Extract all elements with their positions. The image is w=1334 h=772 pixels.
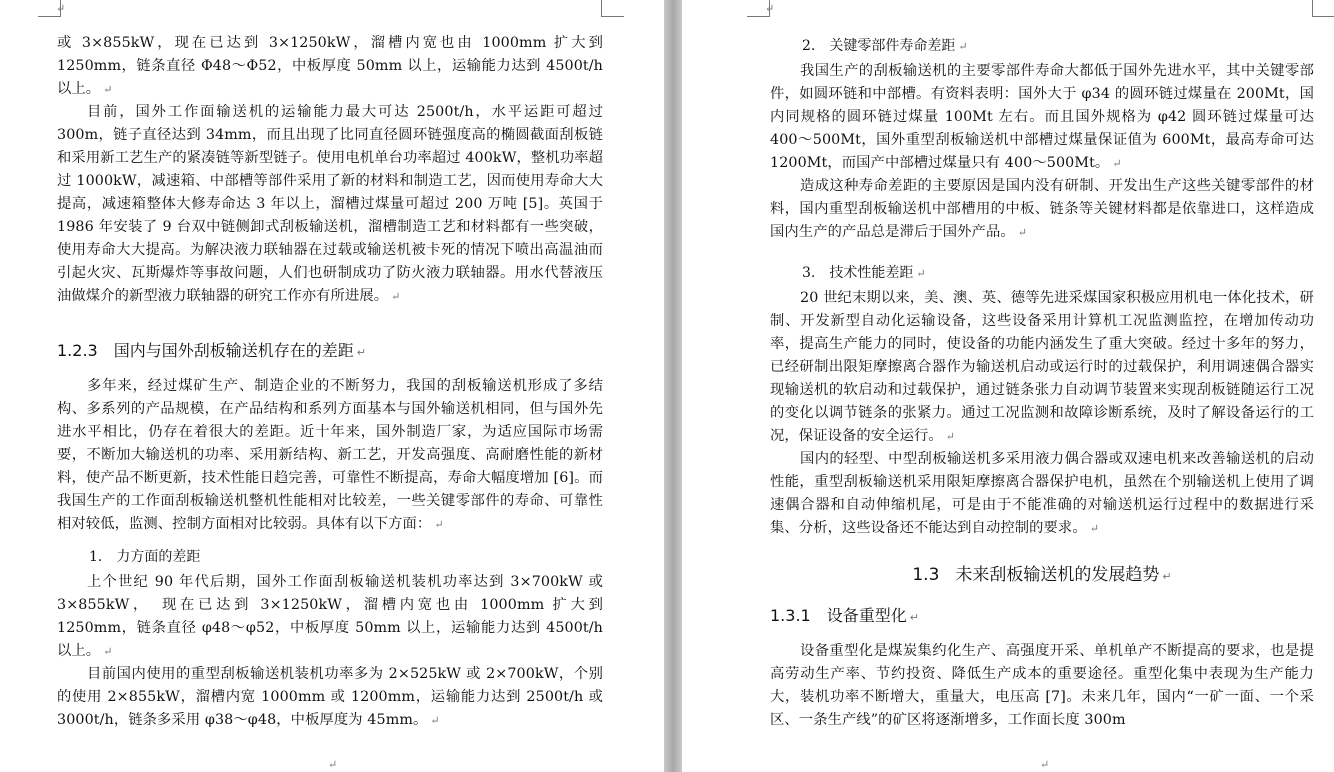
paragraph-mark: ↵: [328, 758, 338, 771]
section-heading-1-3[interactable]: 1.3 未来刮板输送机的发展趋势 ↵: [912, 565, 1172, 585]
section-heading-1-2-3[interactable]: 1.2.3 国内与国外刮板输送机存在的差距 ↵: [57, 341, 366, 360]
paragraph[interactable]: 设备重型化是煤炭集约化生产、高强度开采、单机单产不断提高的要求，也是提高劳动生产率、节约投资、降低生产成本的重要途径。重型化集中表现为生产能力大，装机功率不断增大，重量大，电压高 [7]。未来几年，国内“一矿一面、一个采区、一条生产线”的矿区将逐渐增多，工作面长度 300m: [770, 643, 1314, 728]
paragraph-mark: ↵: [1040, 758, 1050, 771]
paragraph[interactable]: 目前，国外工作面输送机的运输能力最大可达 2500t/h，水平运距可超过 300m，链子直径达到 34mm，而且出现了比同直径圆环链强度高的椭圆截面刮板链和采用新工艺生产的紧凑链等新型链子。使用电机单台功率超过 400kW，整机功率超过 1000kW，减速箱、中部槽等部件采用了新的材料和制造工艺，因而使用寿命大大提高，减速箱整体大修寿命达 3 年以上，溜槽过煤量可超过 200 万吨 [5]。英国于 1986 年安装了 9 台双中链侧卸式刮板输送机，溜槽制造工艺和材料都有一些突破，使用寿命大大提高。为解决液力联轴器在过载或输送机被卡死的情况下喷出高温油而引起火灾、瓦斯爆炸等事故问题，人们也研制成功了防火液力联轴器。用水代替液压油做煤介的新型液力联轴器的研究工作亦有所进展。 ↵: [57, 104, 603, 304]
crop-mark-top-right-right-page: [1312, 0, 1334, 17]
paragraph[interactable]: 多年来，经过煤矿生产、制造企业的不断努力，我国的刮板输送机形成了多结构、多系列的产品规模，在产品结构和系列方面基本与国外输送机相同，但与国外先进水平相比，仍存在着很大的差距。近十年来，国外制造厂家，为适应国际市场需要，不断加大输送机的功率、采用新结构、新工艺，开发高强度、高耐磨性能的新材料，使产品不断更新，技术性能日趋完善，可靠性不断提高，寿命大幅度增加 [6]。而我国生产的工作面刮板输送机整机性能相对比较差，一些关键零部件的寿命、可靠性相对较低，监测、控制方面相对比较弱。具体有以下方面： ↵: [57, 378, 603, 532]
subsection-heading[interactable]: 2. 关键零部件寿命差距 ↵: [802, 38, 968, 54]
paragraph-mark: ↵: [56, 2, 66, 15]
paragraph[interactable]: 或 3×855kW，现在已达到 3×1250kW，溜槽内宽也由 1000mm 扩大到 1250mm，链条直径 Φ48～Φ52，中板厚度 50mm 以上，运输能力达到 4500t/h 以上。 ↵: [57, 35, 603, 97]
subsection-heading[interactable]: 1. 力方面的差距: [89, 549, 201, 565]
crop-mark-top-right: [601, 0, 624, 17]
page-gutter: [664, 0, 682, 772]
paragraph-mark: ↵: [765, 2, 775, 15]
section-heading-1-3-1[interactable]: 1.3.1 设备重型化 ↵: [770, 606, 919, 625]
paragraph[interactable]: 国内的轻型、中型刮板输送机多采用液力偶合器或双速电机来改善输送机的启动性能，重型刮板输送机采用限矩摩擦离合器保护电机，虽然在个别输送机上使用了调速偶合器和自动伸缩机尾，可是由于不能准确的对输送机运行过程中的数据进行采集、分析，这些设备还不能达到自动控制的要求。 ↵: [770, 451, 1314, 536]
right-page-content: [770, 32, 1314, 732]
paragraph[interactable]: 20 世纪末期以来，美、澳、英、德等先进采煤国家积极应用机电一体化技术，研制、开发新型自动化运输设备，这些设备采用计算机工况监测监控，在增加传动功率，提高生产能力的同时，使设备的功能内涵发生了重大突破。经过十多年的努力，已经研制出限矩摩擦离合器作为输送机启动或运行时的过载保护，利用调速偶合器实现输送机的软启动和过载保护，通过链条张力自动调节装置来实现刮板链随运行工况的变化以调节链条的张紧力。通过工况监测和故障诊断系统，及时了解设备运行的工况，保证设备的安全运行。 ↵: [770, 290, 1314, 444]
left-page-content: [57, 32, 603, 732]
paragraph[interactable]: 我国生产的刮板输送机的主要零部件寿命大都低于国外先进水平，其中关键零部件，如圆环链和中部槽。有资料表明：国外大于 φ34 的圆环链过煤量在 200Mt，国内同规格的圆环链过煤量 100Mt 左右。而且国外规格为 φ42 圆环链过煤量可达 400～500Mt，国外重型刮板输送机中部槽过煤量保证值为 600Mt，最高寿命可达 1200Mt，而国产中部槽过煤量只有 400～500Mt。 ↵: [770, 63, 1314, 171]
paragraph[interactable]: 造成这种寿命差距的主要原因是国内没有研制、开发出生产这些关键零部件的材料，国内重型刮板输送机中部槽用的中板、链条等关键材料都是依靠进口，这样造成国内生产的产品总是滞后于国外产品。 ↵: [770, 178, 1314, 240]
paragraph[interactable]: 上个世纪 90 年代后期，国外工作面刮板输送机装机功率达到 3×700kW 或 3×855kW， 现在已达到 3×1250kW，溜槽内宽也由 1000mm 扩大到 1250mm，链条直径 φ48～φ52，中板厚度 50mm 以上，运输能力达到 4500t/h 以上。 ↵: [57, 574, 603, 659]
paragraph[interactable]: 目前国内使用的重型刮板输送机装机功率多为 2×525kW 或 2×700kW，个别的使用 2×855kW，溜槽内宽 1000mm 或 1200mm，运输能力达到 2500t/h 或 3000t/h，链条多采用 φ38～φ48，中板厚度为 45mm。 ↵: [57, 666, 603, 728]
subsection-heading[interactable]: 3. 技术性能差距 ↵: [802, 265, 926, 281]
